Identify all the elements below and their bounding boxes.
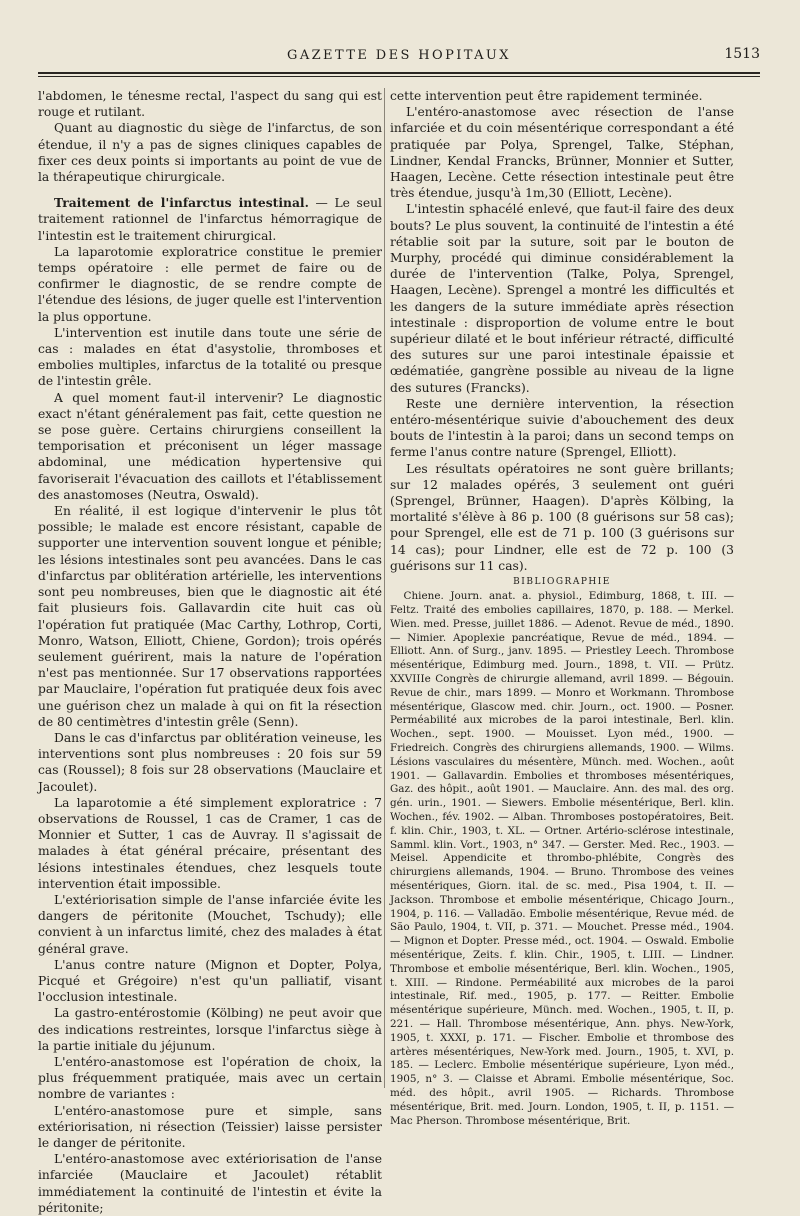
header-rule-thin	[38, 76, 760, 77]
paragraph: Les résultats opératoires ne sont guère brillants; sur 12 malades opérés, 3 seulement ont guéri (Sprengel, Brünner, Haagen). D'après Kölbing, la mortalité s'élève à 86 p. 100 (8 guérisons sur 58 cas); pour Sprengel, elle est de 71 p. 100 (3 guérisons sur 14 cas); pour Lindner, elle est de 72 p. 100 (3 guérisons sur 11 cas).	[390, 461, 734, 573]
paragraph: Reste une dernière intervention, la résection entéro-mésentérique suivie d'abouchement des deux bouts de l'intestin à la paroi; dans un second temps on ferme l'anus contre nature (Sprengel, Elliott).	[390, 396, 734, 460]
paragraph: l'abdomen, le ténesme rectal, l'aspect du sang qui est rouge et rutilant.	[38, 89, 382, 120]
section-text: — Le seul traitement rationnel de l'infarctus hémorragique de l'intestin est le traitement chirurgical.	[38, 196, 382, 243]
paragraph: Quant au diagnostic du siège de l'infarctus, de son étendue, il n'y a pas de signes cliniques capables de fixer ces deux points si importants au point de vue de la thérapeutique chirurgicale.	[38, 121, 382, 185]
section-paragraph	[38, 195, 382, 244]
paragraph: L'entéro-anastomose pure et simple, sans extériorisation, ni résection (Teissier) laisse persister le danger de péritonite.	[38, 1103, 382, 1150]
paragraph: L'entéro-anastomose avec résection de l'anse infarciée et du coin mésentérique correspondant a été pratiquée par Polya, Sprengel, Talke, Stéphan, Lindner, Kendal Francks, Brünner, Monnier et Sutter, Haagen, Lecène. Cette résection intestinale peut être très étendue, jusqu'à 1m,30 (Elliott, Lecène).	[390, 105, 734, 201]
spacer	[38, 185, 382, 195]
paragraph: L'extériorisation simple de l'anse infarciée évite les dangers de péritonite (Mouchet, Tschudy); elle convient à un infarctus limité, chez des malades à état général grave.	[38, 892, 382, 956]
page-header	[38, 44, 760, 66]
paragraph: cette intervention peut être rapidement terminée.	[390, 89, 703, 103]
bibliography: Chiene. Journ. anat. a. physiol., Edimburg, 1868, t. III. — Feltz. Traité des embolies capillaires, 1870, p. 188. — Merkel. Wien. med. Presse, juillet 1886. — Adenot. Revue de méd., 1890. — Nimier. Apoplexie pancréatique, Revue de méd., 1894. — Elliott. Ann. of Surg., janv. 1895. — Priestley Leech. Thrombose mésentérique, Edimburg med. Journ., 1898, t. VII. — Prütz. XXVIIIe Congrès de chirurgie allemand, avril 1899. — Bégouin. Revue de chir., mars 1899. — Monro et Workmann. Thrombose mésentérique, Glascow med. chir. Journ., oct. 1900. — Posner. Perméabilité aux microbes de la paroi intestinale, Berl. klin. Wochen., sept. 1900. — Mouisset. Lyon méd., 1900. — Friedreich. Congrès des chirurgiens allemands, 1900. — Wilms. Lésions vasculaires du mésentère, Münch. med. Wochen., août 1901. — Gallavardin. Embolies et thromboses mésentériques, Gaz. des hôpit., août 1901. — Mauclaire. Ann. des mal. des org. gén. urin., 1901. — Siewers. Embolie mésentérique, Berl. klin. Wochen., fév. 1902. — Alban. Thromboses postopératoires, Beit. f. klin. Chir., 1903, t. XL. — Ortner. Artério-sclérose intestinale, Samml. klin. Vort., 1903, n° 347. — Gerster. Med. Rec., 1903. — Meisel. Appendicite et thrombo-phlébite, Congrès des chirurgiens allemands, 1904. — Bruno. Thrombose des veines mésentériques, Giorn. ital. de sc. med., Pisa 1904, t. II. — Jackson. Thrombose et embolie mésentérique, Chicago Journ., 1904, p. 116. — Valladão. Embolie mésentérique, Revue méd. de São Paulo, 1904, t. VII, p. 371. — Mouchet. Presse méd., 1904. — Mignon et Dopter. Presse méd., oct. 1904. — Oswald. Embolie mésentérique, Zeits. f. klin. Chir., 1905, t. LIII. — Lindner. Thrombose et embolie mésentérique, Berl. klin. Wochen., 1905, t. XIII. — Rindone. Perméabilité aux microbes de la paroi intestinale, Rif. med., 1905, p. 177. — Reitter. Embolie mésentérique supérieure, Münch. med. Wochen., 1905, t. II, p. 221. — Hall. Thrombose mésentérique, Ann. phys. New-York, 1905, t. XXXI, p. 171. — Fischer. Embolie et thrombose des artères mésentériques, New-York med. Journ., 1905, t. XVI, p. 185. — Leclerc. Embolie mésentérique supérieure, Lyon méd., 1905, n° 3. — Claisse et Abrami. Embolie mésentérique, Soc. méd. des hôpit., avril 1905. — Richards. Thrombose mésentérique, Brit. med. Journ. London, 1905, t. II, p. 1151. — Mac Pherson. Thrombose mésentérique, Brit.	[390, 590, 734, 1127]
paragraph: La gastro-entérostomie (Kölbing) ne peut avoir que des indications restreintes, lorsque l'infarctus siège à la partie initiale du jéjunum.	[38, 1006, 382, 1053]
paragraph: L'intestin sphacélé enlevé, que faut-il faire des deux bouts? Le plus souvent, la continuité de l'intestin a été rétablie soit par la suture, soit par le bouton de Murphy, procédé qui diminue considérablement la durée de l'intervention (Talke, Polya, Sprengel, Haagen, Lecène). Sprengel a montré les difficultés et les dangers de la suture immédiate après résection intestinale : disproportion de volume entre le bout supérieur dilaté et le bout inférieur rétracté, difficulté des sutures sur une paroi intestinale épaissie et œdématiée, gangrène possible au niveau de la ligne des sutures (Francks).	[390, 202, 734, 395]
paragraph: La laparotomie a été simplement exploratrice : 7 observations de Roussel, 1 cas de Cramer, 1 cas de Monnier et Sutter, 1 cas de Auvray. Il s'agissait de malades à état général précaire, présentant des lésions intestinales étendues, chez lesquels toute intervention était impossible.	[38, 795, 382, 891]
section-title: Traitement de l'infarctus intestinal.	[53, 195, 309, 211]
paragraph: A quel moment faut-il intervenir? Le diagnostic exact n'étant généralement pas fait, cette question ne se pose guère. Certains chirurgiens conseillent la temporisation et préconisent un léger massage abdominal, une médication hypertensive qui favoriserait l'évacuation des caillots et l'établissement des anastomoses (Neutra, Oswald).	[38, 390, 382, 502]
right-column	[390, 88, 734, 1128]
bibliography-title: BIBLIOGRAPHIE	[513, 577, 611, 588]
paragraph: L'entéro-anastomose avec extériorisation de l'anse infarciée (Mauclaire et Jacoulet) rétablit immédiatement la continuité de l'intestin et évite la péritonite;	[38, 1152, 382, 1215]
journal-title: GAZETTE DES HOPITAUX	[287, 48, 511, 63]
header-rule-thick	[38, 72, 760, 74]
paragraph: L'anus contre nature (Mignon et Dopter, Polya, Picqué et Grégoire) n'est qu'un palliatif, visant l'occlusion intestinale.	[38, 957, 382, 1005]
column-divider	[384, 88, 385, 1088]
paragraph: Dans le cas d'infarctus par oblitération veineuse, les interventions sont plus nombreuses : 20 fois sur 59 cas (Roussel); 8 fois sur 28 observations (Mauclaire et Jacoulet).	[38, 730, 382, 794]
page-number: 1513	[724, 46, 760, 62]
paragraph: L'entéro-anastomose est l'opération de choix, la plus fréquemment pratiquée, mais avec un certain nombre de variantes :	[38, 1054, 382, 1102]
paragraph: L'intervention est inutile dans toute une série de cas : malades en état d'asystolie, thromboses et embolies multiples, infarctus de la totalité ou presque de l'intestin grêle.	[38, 325, 382, 389]
paragraph: En réalité, il est logique d'intervenir le plus tôt possible; le malade est encore résistant, capable de supporter une intervention souvent longue et pénible; les lésions intestinales sont peu avancées. Dans le cas d'infarctus par oblitération artérielle, les interventions sont peu nombreuses, bien que le diagnostic ait été fait plusieurs fois. Gallavardin cite huit cas où l'opération fut pratiquée (Mac Carthy, Lothrop, Corti, Monro, Watson, Elliott, Chiene, Gordon); trois opérés seulement guérirent, mais la nature de l'opération n'est pas mentionnée. Sur 17 observations rapportées par Mauclaire, l'opération fut pratiquée deux fois avec une guérison chez un malade à qui on fit la résection de 80 centimètres d'intestin grêle (Senn).	[38, 504, 382, 729]
left-column	[38, 88, 382, 1216]
paragraph: La laparotomie exploratrice constitue le premier temps opératoire : elle permet de faire ou de confirmer le diagnostic, de se rendre compte de l'étendue des lésions, de juger quelle est l'intervention la plus opportune.	[38, 244, 382, 324]
